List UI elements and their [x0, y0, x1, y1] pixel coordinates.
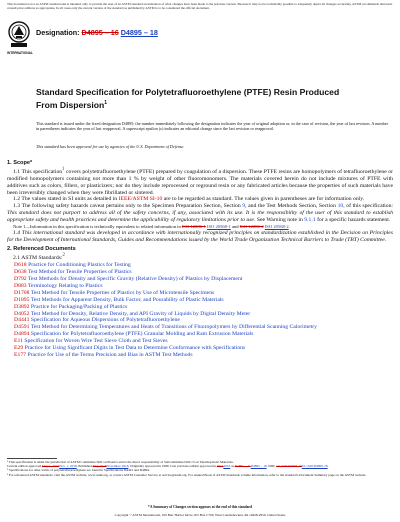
- reference-title-link[interactable]: Test Method for Tensile Properties of Plastics: [27, 269, 132, 276]
- note1-inserted-1: ISO 20568-1: [206, 224, 231, 230]
- reference-title-link[interactable]: Terminology Relating to Plastics: [27, 282, 103, 289]
- footnotes: [7, 460, 393, 477]
- astm-standards-subheading: [7, 253, 393, 262]
- reference-code-link[interactable]: E11: [14, 338, 25, 345]
- reference-code-link[interactable]: D1708: [14, 289, 31, 296]
- fn1b-del3: 2011: [216, 464, 224, 469]
- fn1b-a: Current edition approved: [7, 464, 42, 469]
- p1-3-a: 1.3 The following safety hazards caveat pertains only to the Specimen Preparation Section, Section: [13, 203, 243, 210]
- reference-title-link[interactable]: Test Method for Determining Temperatures and Heats of Transitions of Fluoropolymers by Differential Scanning Calorimetry: [30, 324, 317, 331]
- paragraph-1-1: [7, 167, 393, 197]
- reference-item: [14, 304, 393, 311]
- designation-old: D4895 – 16: [81, 28, 119, 37]
- refs-sub-text: 2.1 ASTM Standards:: [13, 255, 63, 262]
- p1-3-d: See Warning note in: [255, 217, 305, 224]
- fn1b-del4: D4895 – 11: [234, 464, 251, 469]
- note1-c: .: [288, 224, 290, 230]
- reference-code-link[interactable]: D4052: [14, 310, 31, 317]
- footnote-ref-2[interactable]: 2: [62, 253, 65, 259]
- standard-note: This standard is issued under the fixed designation D4895; the number immediately following the designation indicates the year of original adoption or, in the case of revision, the year of last revision. A number in parentheses indicates the year of last reapproval. A superscript epsilon (ε) indicates an editorial change since the last revision or reapproval.: [36, 121, 388, 132]
- paragraph-1-3: [7, 203, 393, 224]
- footnote-3: ³ For referenced ASTM standards, visit the ASTM website, www.astm.org, or contact ASTM Customer Service at service@astm.org. For Annual Book of ASTM Standards volume information, refer to the standard's Document Summary page on the ASTM website.: [7, 472, 367, 477]
- reference-title-link[interactable]: Practice for Conditioning Plastics for Testing: [28, 262, 131, 269]
- reference-title-link[interactable]: Specification for Polytetrafluoroethylene (PTFE) Granular Molding and Ram Extrusion Materials: [30, 331, 254, 338]
- footnote-ref-1[interactable]: 1: [62, 166, 65, 172]
- reference-item: [14, 297, 393, 304]
- reference-code-link[interactable]: D4441: [14, 317, 31, 324]
- summary-of-changes-note: *A Summary of Changes section appears at the end of this standard: [148, 505, 252, 509]
- dod-note: This standard has been approved for use by agencies of the U.S. Department of Defense.: [36, 144, 185, 149]
- reference-title-link[interactable]: Practice for Use of the Terms Precision and Bias in ASTM Test Methods: [27, 351, 193, 358]
- note1-a: Note 1—Information in this specification is technically equivalent to related information in: [13, 224, 182, 230]
- reference-list: [7, 262, 393, 359]
- reference-code-link[interactable]: D883: [14, 282, 28, 289]
- section-10-link[interactable]: 10: [337, 203, 344, 210]
- fn1b-del2: May 2016: [92, 464, 107, 469]
- reference-title-link[interactable]: Practice for Using Significant Digits in Test Data to Determine Conformance with Specifications: [24, 345, 246, 352]
- top-notice: This document is not an ASTM standard and is intended only to provide the user of an ASTM standard an indication of what changes have been made to the previous version. Because it may not be technically possible to adequately depict all changes accurately, ASTM recommends that users consult prior editions as appropriate. In all cases only the current version of the standard as published by ASTM is to be considered the official document.: [7, 2, 393, 10]
- fn1b-del5: 10.1520/D4895-16: [276, 464, 302, 469]
- reference-code-link[interactable]: E29: [14, 345, 25, 352]
- fn1b-e: . DOI:: [266, 464, 277, 469]
- fn1b-f: .: [327, 464, 329, 469]
- note1-inserted-2: ISO 20568-2: [264, 224, 289, 230]
- logo-label: INTERNATIONAL: [7, 51, 33, 55]
- reference-item: [14, 345, 393, 352]
- si10-link[interactable]: IEEE/ASTM SI-10: [118, 196, 163, 203]
- reference-title-link[interactable]: Specification for Aqueous Dispersions of Polytetrafluoroethylene: [30, 317, 180, 324]
- section-9-link[interactable]: 9: [242, 203, 246, 210]
- footnote-1: ¹ This specification is under the jurisdiction of ASTM Committee D20 on Plastics and is the direct responsibility of Subcommittee D20.15 on Thermoplastic Materials.: [7, 460, 234, 464]
- scope-heading: 1. Scope*: [7, 160, 33, 166]
- note1-deleted-1: ISO 12086-1: [181, 224, 206, 230]
- reference-code-link[interactable]: D4894: [14, 331, 31, 338]
- title-text: Standard Specification for Polytetrafluoroethylene (PTFE) Resin Produced From Dispersion: [36, 87, 340, 110]
- footnote-2: ² Specifications for other forms of polytetrafluoroethylene are found in Specifications D4441 and D4894.: [7, 468, 150, 473]
- reference-code-link[interactable]: D618: [14, 262, 29, 269]
- fn1b-del: May 1, 2016: [41, 464, 60, 469]
- reference-title-link[interactable]: Test Method for Tensile Properties of Plastics by Use of Microtensile Specimens: [30, 289, 215, 296]
- p1-3-b: , and the Test Methods Section, Section: [245, 203, 338, 210]
- fn1b-ins: Nov. 1, 2018: [59, 464, 77, 469]
- note1-b: and: [230, 224, 240, 230]
- reference-code-link[interactable]: E177: [14, 351, 28, 358]
- fn1b-ins4: D4895 – 16: [250, 464, 267, 469]
- reference-code-link[interactable]: D1895: [14, 296, 31, 303]
- reference-item: [14, 276, 393, 283]
- fn1b-ins5: 10.1520/D4895-18: [301, 464, 328, 469]
- reference-item: [14, 283, 393, 290]
- title-footnote-mark: 1: [104, 99, 108, 106]
- warning-9-1-1-link[interactable]: 9.1.1: [304, 217, 316, 224]
- reference-code-link[interactable]: D638: [14, 269, 28, 276]
- p1-3-italic: This standard does not purport to address all of the safety concerns, if any, associated with its use. It is the responsibility of the user of this standard to establish appropriate safety and health practices and determine the applicability of regulatory limitations prior to use.: [7, 210, 393, 224]
- reference-code-link[interactable]: D4591: [14, 324, 31, 331]
- reference-item: [14, 269, 393, 276]
- p1-3-c: , of this specification:: [343, 203, 394, 210]
- note1-deleted-2: ISO 12086-2: [239, 224, 264, 230]
- paragraph-1-4: 1.4 This international standard was developed in accordance with internationally recognized principles on standardization established in the Decision on Principles for the Development of International Standards, Guides and Recommendations issued by the World Trade Organization Technical Barriers to Trade (TBT) Committee.: [7, 229, 393, 243]
- designation-label: Designation:: [36, 28, 80, 37]
- reference-title-link[interactable]: Test Methods for Density and Specific Gravity (Relative Density) of Plastics by Displacement: [27, 275, 243, 282]
- fn1b-ins2: November 2018: [106, 464, 129, 469]
- copyright-line: Copyright © ASTM International, 100 Barr Harbor Drive, PO Box C700, West Conshohocken, PA 19428-2959. United States: [114, 513, 286, 517]
- reference-code-link[interactable]: D792: [14, 275, 28, 282]
- fn1b-d: as: [230, 464, 235, 469]
- designation-new: D4895 – 18: [120, 28, 158, 37]
- p1-2-lead: 1.2 The values stated in SI units as detailed in: [13, 196, 119, 203]
- document-title: [36, 87, 356, 110]
- p1-2-body: are to be regarded as standard. The values given in parentheses are for information only.: [162, 196, 365, 203]
- p1-3-e: for a specific hazards statement.: [315, 217, 391, 224]
- referenced-documents-heading: 2. Referenced Documents: [7, 246, 76, 253]
- reference-code-link[interactable]: D3892: [14, 303, 31, 310]
- reference-item: [14, 290, 393, 297]
- reference-item: [14, 338, 393, 345]
- reference-title-link[interactable]: Test Methods for Apparent Density, Bulk Factor, and Pourability of Plastic Materials: [30, 296, 224, 303]
- footnote-rule: [7, 458, 57, 459]
- fn1b-b: . Published: [76, 464, 93, 469]
- fn1b-c: . Originally approved in 1989. Last previous edition approved in: [128, 464, 217, 469]
- reference-item: [14, 352, 393, 359]
- fn1b-ins3: 2016: [223, 464, 231, 469]
- reference-title-link[interactable]: Practice for Packaging/Packing of Plastics: [30, 303, 128, 310]
- reference-title-link[interactable]: Test Method for Density, Relative Density, and API Gravity of Liquids by Digital Density Meter: [30, 310, 251, 317]
- designation: [36, 28, 158, 37]
- reference-title-link[interactable]: Specification for Woven Wire Test Sieve Cloth and Test Sieves: [24, 338, 168, 345]
- astm-logo-icon: [8, 21, 30, 49]
- p1-1-lead: 1.1 This specification: [13, 168, 63, 175]
- p1-1-body: covers polytetrafluoroethylene (PTFE) prepared by coagulation of a dispersion. These PTFE resins are homopolymers of tetrafluoroethylene or modified homopolymers containing not more than 1 % by weight of other fluoromonomers. The materials covered herein do not include mixtures of PTFE with additives such as colors, fillers, or plasticizers; nor do they include reprocessed or reground resin or any fabricated articles because the properties of such materials have been irreversibly changed when they were fibrillated or sintered.: [7, 168, 393, 196]
- document-body: [7, 160, 393, 359]
